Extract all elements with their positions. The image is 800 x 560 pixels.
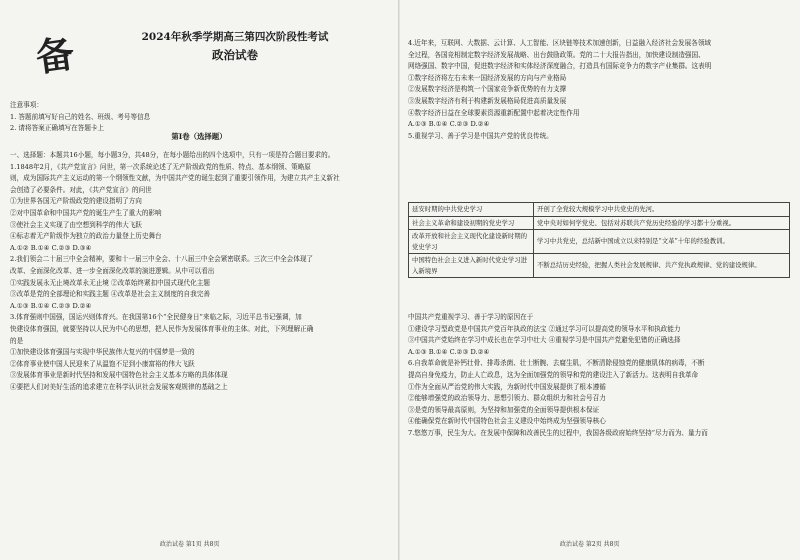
exam-title: 2024年秋季学期高三第四次阶段性考试 [141, 31, 329, 43]
table-row [409, 254, 790, 278]
question-line: 4.近年来，互联网、大数据、云计算、人工智能、区块链等技术加速创新，日益融入经济社会发展各领域 [408, 39, 712, 47]
question-line: ③中国共产党始终在学习中成长也在学习中壮大 ④重视学习是中国共产党避免犯错的正确选择 [408, 336, 681, 345]
question-line: 改革、全面深化改革、进一步全面深化改革的演进逻辑。从中可以看出 [10, 266, 215, 275]
question-line: 6.自我革命就是补钙壮骨、排毒杀菌、壮士断腕、去腐生肌，不断清除侵蚀党的健康肌体的病毒，不断 [408, 359, 705, 368]
question-line: ③是党的领导最高原则，为坚持和加强党的全面领导提供根本保证 [408, 405, 600, 414]
table-content-cell: 不断总结历史经验，把握人类社会发展规律、共产党执政规律、党的建设规律。 [534, 254, 790, 278]
question-line: 1.1848年2月，《共产党宣言》问世，第一次系统论述了无产阶级政党的性质、特点、基本纲领、策略原 [10, 162, 311, 171]
question-line: ④数字经济日益在全球要素资源重新配置中起着决定性作用 [408, 108, 580, 117]
question-line: ①建设学习型政党是中国共产党百年执政的法宝 ②通过学习可以提高党的领导水平和执政能力 [408, 324, 681, 333]
table-row [409, 203, 790, 217]
notes-block [10, 100, 390, 135]
question-line: ④要把人们对美好生活的追求建立在科学认识社会发展客观规律的基础之上 [10, 382, 228, 391]
page-1-questions [10, 150, 390, 393]
question-line: ①数字经济将左右未来一国经济发展的方向与产业格局 [408, 73, 567, 82]
section-title: 第Ⅰ卷（选择题） [171, 132, 227, 141]
question-line: 3.体育强则中国强，国运兴则体育兴。在我国第16个“全民健身日”来临之际，习近平总书记强调，加 [10, 313, 302, 322]
table-content-cell: 学习中共党史，总结新中国成立以来特别是“文革”十年的经验教训。 [534, 230, 790, 254]
question-line: ④标志着无产阶级作为独立的政治力量登上历史舞台 [10, 232, 162, 241]
table-content-cell: 党中央对如何学党史、包括对苏联共产党历史经验的学习都十分重视。 [534, 216, 790, 230]
question-line: A.①③ B.①④ C.②③ D.②④ [408, 347, 490, 356]
question-line: A.①③ B.①④ C.②③ D.②④ [10, 301, 92, 310]
question-line: 2.我们领会二十届三中全会精神，要和十一届三中全会、十八届三中全会紧密联系。三次三中全会体现了 [10, 255, 314, 264]
question-line: 则，成为国际共产主义运动的第一个纲领性文献，为中国共产党的诞生起到了重要引领作用，为建立共产主义新社 [10, 174, 340, 183]
notes-heading: 注意事项： [10, 101, 43, 109]
question-line: 提高自身免疫力，防止人亡政息，这为全面加强党的领导和党的建设注入了新活力。这表明自我革命 [408, 370, 699, 379]
party-history-table [408, 202, 790, 278]
table-content-cell: 开创了全党较大规模学习中共党史的先河。 [534, 203, 790, 217]
question-line: A.①② B.①④ C.②③ D.③④ [10, 243, 92, 252]
page-1-footer: 政治试卷 第1页 共8页 [160, 541, 220, 548]
question-line: ①为世界各国无产阶级政党的建设指明了方向 [10, 197, 142, 206]
question-line: 中国共产党重视学习、善于学习的原因在于 [408, 313, 534, 321]
question-line: ①作为全面从严治党的伟大实践，为新时代中国发展提供了根本遵循 [408, 382, 606, 391]
question-line: 全过程，各国竞相制定数字经济发展战略、出台鼓励政策。党的二十大报告指出，加快建设制造强国、 [408, 50, 705, 59]
question-line: 会创造了必要条件。对此，《共产党宣言》的问世 [10, 185, 152, 194]
question-line: 快建设体育强国，就要坚持以人民为中心的思想，把人民作为发展体育事业的主体。对此，下列理解正确 [10, 324, 314, 333]
question-line: ②发展数字经济是构筑一个国家竞争新优势的有力支撑 [408, 85, 567, 94]
question-line: 网络强国、数字中国，促进数字经济和实体经济深度融合，打造具有国际竞争力的数字产业集群。这表明 [408, 62, 712, 71]
question-line: ④能确保党在新时代中国特色社会主义建设中始终成为坚强领导核心 [408, 417, 606, 426]
table-row [409, 230, 790, 254]
question-line: 7.悠悠万事，民生为大。在发展中保障和改善民生的过程中，我国各级政府始终坚持“尽力而为、量力而 [408, 428, 708, 437]
table-period-cell: 中国特色社会主义进入新时代党史学习进入新境界 [409, 254, 534, 278]
question-line: A.①③ B.①④ C.②③ D.②④ [408, 120, 490, 129]
question-line: 5.重视学习、善于学习是中国共产党的优良传统。 [408, 131, 553, 140]
handwritten-mark: 备 [32, 30, 75, 81]
question-line: ③发展体育事业是新时代坚持和发展中国特色社会主义基本方略的具体体现 [10, 371, 228, 380]
question-line: ①实践发展永无止境改革永无止境 ②改革始终紧扣中国式现代化主题 [10, 278, 210, 287]
table-period-cell: 改革开放和社会主义现代化建设新时期的党史学习 [409, 230, 534, 254]
question-line: 一、选择题：本题共16小题，每小题3分，共48分，在每小题给出的四个选项中，只有一项是符合题目要求的。 [10, 151, 335, 159]
question-line: 的是 [10, 336, 24, 345]
page-2 [400, 0, 800, 560]
table-period-cell: 社会主义革命和建设初期的党史学习 [409, 216, 534, 230]
question-line: ①加快建设体育强国与实现中华民族伟大复兴的中国梦是一致的 [10, 348, 195, 357]
note-line: 1. 答题前填写好自己的姓名、班级、考号等信息 [10, 112, 151, 121]
question-line: ②能够增强党的政治领导力、思想引领力、群众组织力和社会号召力 [408, 394, 606, 403]
question-line: ②对中国革命和中国共产党的诞生产生了重大的影响 [10, 208, 162, 217]
question-line: ③改革是党的全部理论和实践主题 ④改革是社会主义制度的自我完善 [10, 290, 210, 299]
page-2-bottom-questions [408, 312, 796, 440]
question-line: ③发展数字经济有利于构建新发展格局促进高质量发展 [408, 96, 567, 105]
question-line: ③使社会主义实现了由空想到科学的伟大飞跃 [10, 220, 142, 229]
page-2-footer: 政治试卷 第2页 共8页 [560, 541, 620, 548]
table-row [409, 216, 790, 230]
question-line: ②体育事业使中国人民迎来了从温饱不足到小康富裕的伟大飞跃 [10, 359, 195, 368]
note-line: 2. 请将答案正确填写在答题卡上 [10, 124, 105, 133]
subject-title: 政治试卷 [212, 48, 258, 62]
page-1 [0, 0, 398, 560]
page-2-top-questions [408, 38, 796, 142]
table-period-cell: 延安时期的中共党史学习 [409, 203, 534, 217]
